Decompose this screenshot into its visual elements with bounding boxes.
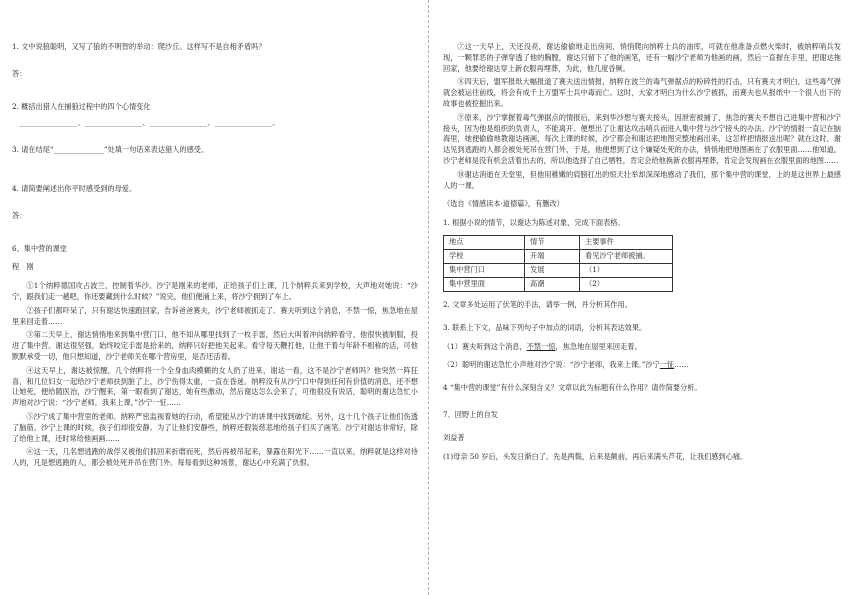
question-2-blanks: ______________、______________、______________、______________。 — [20, 118, 281, 128]
story-paragraph: ③第二天早上，谢达悄悄地来到集中营门口，他不知从哪里找到了一枚手雷，然后大叫着冲向纳粹看守，他很快被制服，投进了集中营。谢达很坚强，始终咬定手雷是拾来的，纳粹只好把他关起来。看守每天鞭打他，让他干着与年龄不相称的活，可他默默承受一切，他只想知道，沙宁老师关在哪个营房里，是否还活着。 — [12, 330, 418, 361]
section-7-paragraph: (1)母亲 50 岁后，头发日渐白了。先是两鬓，后来是额前，再后来满头芦花，让我们感到心痛。 — [443, 451, 748, 461]
table-header-cell: 主要事件 — [580, 235, 673, 249]
story-paragraph: ⑦这一天早上，天还没亮，谢达偷偷地走出房间，悄悄爬向纳粹士兵的油库，可就在他准备点燃火柴时，被纳粹哨兵发现，一颗罪恶的子弹穿透了他的胸膛，谢达只留下了他的画笔，还有一幅沙宁老师为他画的画，然后一直握在手里，把谢达拖回家，他要给谢达穿上新衣服再埋葬，为此，他几度昏厥。 — [443, 42, 841, 73]
story-paragraphs-left — [12, 281, 418, 469]
question-3: 3. 请在结尾“______________”处填一句话来表达猎人的感受。 — [12, 145, 209, 155]
left-column — [12, 42, 418, 472]
plot-table — [443, 235, 673, 292]
section-6-author: 程 刚 — [12, 262, 34, 272]
table-header-cell: 地点 — [444, 235, 525, 249]
table-cell: （1） — [580, 263, 673, 277]
question-r3-item-2-pre: （2）聪明的谢达急忙小声地对沙宁说：“沙宁老师，我来上课。”沙宁 — [443, 360, 660, 370]
question-r1: 1. 根据小说的情节，以谢达为陈述对象，完成下面表格。 — [443, 218, 625, 228]
table-header-cell: 情节 — [525, 235, 580, 249]
story-paragraph: ①1个纳粹德国攻占波兰，控制着华沙。沙宁是刚来的老师，正给孩子们上课，几个纳粹兵来到学校，大声地对她说：“沙宁，跟我们走一趟吧，你还要藏到什么时候？”说完，他们便涌上来，将沙宁拥到了车上。 — [12, 281, 418, 301]
source-note: （选自《情感读本·道德篇》，有删改） — [443, 199, 564, 209]
table-cell: （2） — [580, 277, 673, 291]
question-r3-item-2 — [443, 360, 841, 371]
question-1: 1. 文中说狼聪明，又写了狼的不明智的举动：爬沙丘。这样写不是自相矛盾吗？ — [12, 42, 266, 51]
marked-phrase: 不禁一惊 — [526, 341, 556, 351]
table-header-row — [444, 235, 673, 249]
answer-label-1: 答： — [12, 68, 27, 78]
marked-phrase: 一怔 — [659, 360, 675, 370]
table-row — [444, 249, 673, 263]
question-2: 2. 概括出猎人在捕狼过程中的四个心情变化 — [12, 101, 151, 111]
table-cell: 集中营门口 — [444, 263, 525, 277]
story-paragraph: ⑨原来，沙宁掌握着毒气弹据点的情报后，来到华沙想与赛夫接头，因泄密被捕了，焦急的赛夫不想自己进集中营和沙宁接头，因为他是组织的负责人，不能离开。便想出了让谢达攻击哨兵而进入集中营与沙宁接头的办法。沙宁的情报一直记在脑海里，她便偷偷地教谢达画画，每次上课的时候，沙宁都会和谢达把地图完整地画出来，这怎样把情报送出呢？就在这时，谢达见到逃跑的人都会被处死吊在营门外，于是，他便想到了这个嫌疑处死的办法，悄悄地把地图画在了衣服里面……他知道，沙宁老师是没有机会活着出去的，所以他选择了自己牺牲，肯定会给他换新衣服再埋葬，肯定会发现画在衣服里面的地图…… — [443, 112, 841, 165]
story-paragraph: ⑧四天后，盟军报纸大幅报道了赛夫送出情报，纳粹在波兰的毒气弹据点的粉碎性的打击，只有赛夫才明白，这些毒气弹就会被运往前线，将会有成千上万盟军士兵中毒而亡。这时，大家才明白为什么沙宁被抓，而赛夫也从报纸中一个很人出下的故事也被挖掘出来。 — [443, 77, 841, 108]
table-cell: 发展 — [525, 263, 580, 277]
question-r3-item-1 — [443, 342, 841, 353]
section-6-title: 6、集中营的课堂 — [12, 243, 67, 253]
table-cell: 看见沙宁老师被捕。 — [580, 249, 673, 263]
story-paragraph: ②孩子们都吓呆了，只有谢达快速跑回家，告诉爸爸赛夫，沙宁老师被抓走了。赛夫听到这个消息，不禁一惊，焦急地在屋里来回走着…… — [12, 305, 418, 326]
column-divider — [428, 0, 429, 595]
right-column — [443, 42, 841, 462]
table-cell: 集中营里面 — [444, 277, 525, 291]
table-cell: 学校 — [444, 249, 525, 263]
story-paragraph: ⑥这一天，几名想逃跑的战俘又被他们抓回来折磨而死，然后再被吊起来，暴露在阳光下……一直以来，纳粹就是这样对待人的，凡是想逃跑的人，都会被处死并吊在营门外。每每看到这种场景，谢达心中充满了仇恨。 — [12, 447, 418, 468]
question-r3-item-2-post: …… — [674, 360, 689, 370]
story-paragraph: ④这天早上，谢达被惊醒，几个纳粹将一个全身血肉模糊的女人扔了进来，谢达一看，这不是沙宁老师吗？他突然一阵狂喜，和几位妇女一起给沙宁老师扶到脏了上，沙宁伤得太重，一直在昏迷。纳粹没有从沙宁口中得到任何有价值的消息，还不想让她死，便给随医治，沙宁醒来，第一眼看到了谢达，她有些激动，然后谢达怎么会来了，可他很没有说话，聪明的谢达急忙小声地对沙宁说：“沙宁老师，我来上课。”沙宁一怔…… — [12, 365, 418, 408]
question-r3: 3. 联系上下文，品味下列句子中加点的词语，分析其表达效果。 — [443, 322, 647, 332]
question-r3-item-1-post: ，焦急地在屋里来回走着。 — [555, 341, 642, 351]
table-row — [444, 277, 673, 291]
table-cell: 开端 — [525, 249, 580, 263]
question-r3-item-1-pre: （1）赛夫听到这个消息， — [443, 341, 527, 351]
question-r2: 2. 文章多处运用了伏笔的手法，请举一例，并分析其作用。 — [443, 299, 632, 309]
story-paragraph: ⑤沙宁成了集中营里的老师。纳粹严密监视着她的行动，希望能从沙宁的讲课中找到破绽。另外，这十几个孩子让他们伤透了脑筋。沙宁上课的时候，孩子们却很安静。为了让他们安静些，纳粹还假装慈悲地给孩子们买了画笔。沙宁对谢达非常好，除了给他上课，还时常给他画画…… — [12, 411, 418, 443]
question-4: 4. 请简要阐述出你平时感受到的母爱。 — [12, 183, 137, 193]
story-paragraph: ⑩谢达消逝在天堂里，但他用稚嫩的肩膀扛出的惊天壮举却深深地感动了我们，那个集中营的课堂，上的是这世界上最感人的一课。 — [443, 169, 841, 190]
table-row — [444, 263, 673, 277]
table-cell: 高潮 — [525, 277, 580, 291]
answer-label-4: 答： — [12, 210, 27, 220]
question-r4: 4 “集中营的课堂”有什么深刻含义？文章以此为标题有什么作用？请作简要分析。 — [443, 383, 702, 393]
section-7-author: 刘益普 — [443, 432, 465, 442]
section-7-title: 7、回野上的自发 — [443, 409, 498, 419]
